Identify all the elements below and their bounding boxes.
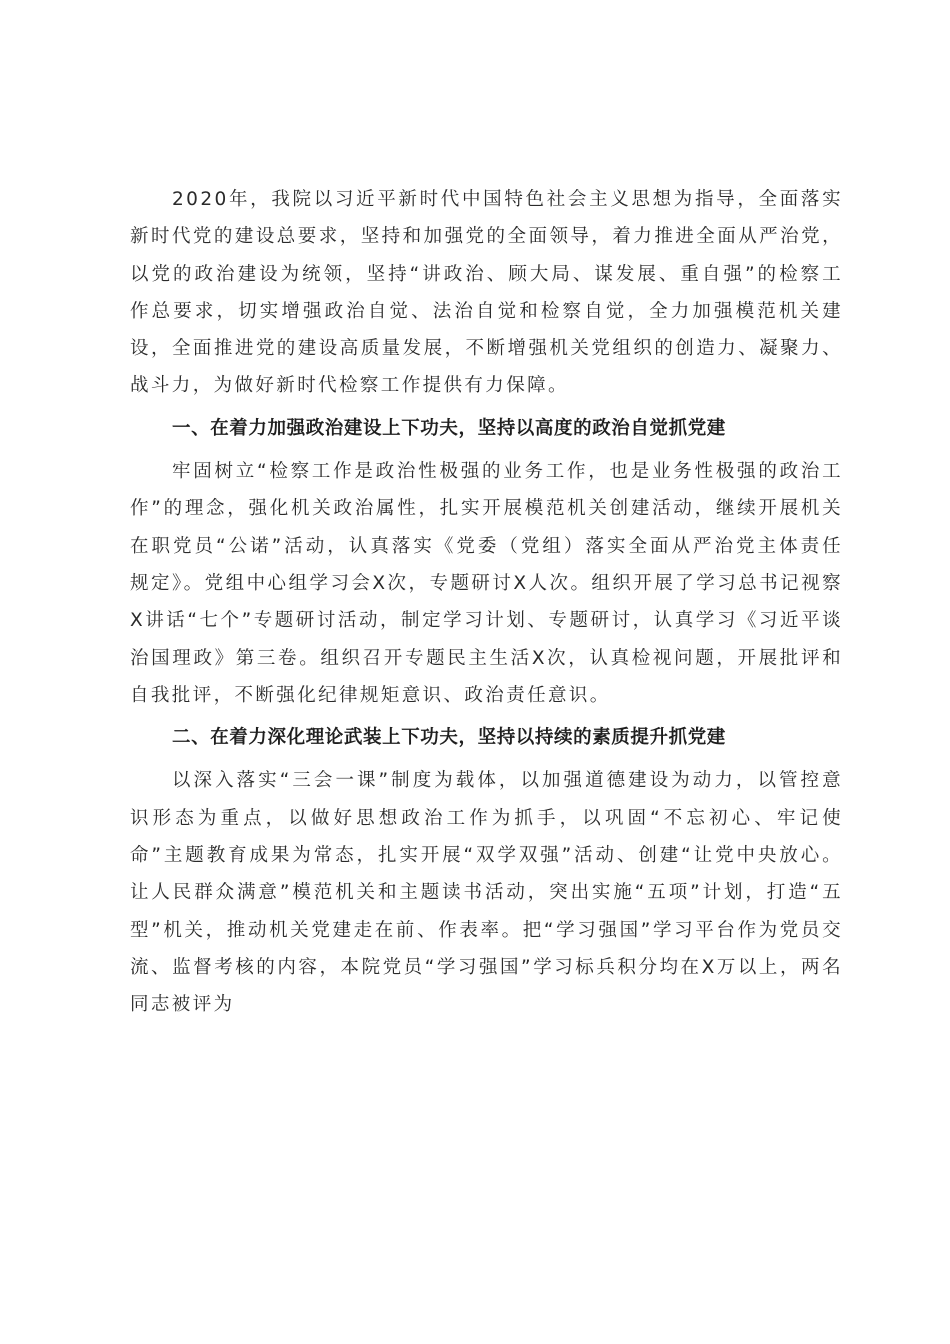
section-2-paragraph: 以深入落实“三会一课”制度为载体，以加强道德建设为动力，以管控意识形态为重点，以做好思想政治工作为抓手，以巩固“不忘初心、牢记使命”主题教育成果为常态，扎实开展“双学双强”活动、创建“让党中央放心。让人民群众满意”模范机关和主题读书活动，突出实施“五项”计划，打造“五型”机关，推动机关党建走在前、作表率。把“学习强国”学习平台作为党员交流、监督考核的内容，本院党员“学习强国”学习标兵积分均在X万以上，两名同志被评为 bbox=[130, 770, 843, 1016]
section-heading-2: 二、在着力深化理论武装上下功夫，坚持以持续的素质提升抓党建 bbox=[172, 727, 726, 749]
intro-paragraph: 2020年，我院以习近平新时代中国特色社会主义思想为指导，全面落实新时代党的建设总要求，坚持和加强党的全面领导，着力推进全面从严治党，以党的政治建设为统领，坚持“讲政治、顾大局、谋发展、重自强”的检察工作总要求，切实增强政治自觉、法治自觉和检察自觉，全力加强模范机关建设，全面推进党的建设高质量发展，不断增强机关党组织的创造力、凝聚力、战斗力，为做好新时代检察工作提供有力保障。 bbox=[130, 189, 843, 397]
document-body bbox=[130, 181, 843, 1029]
section-heading-1: 一、在着力加强政治建设上下功夫，坚持以高度的政治自觉抓党建 bbox=[172, 417, 726, 439]
section-1-paragraph: 牢固树立“检察工作是政治性极强的业务工作，也是业务性极强的政治工作”的理念，强化机关政治属性，扎实开展模范机关创建活动，继续开展机关在职党员“公诺”活动，认真落实《党委（党组）落实全面从严治党主体责任规定》。党组中心组学习会X次，专题研讨X人次。组织开展了学习总书记视察X讲话“七个”专题研讨活动，制定学习计划、专题研讨，认真学习《习近平谈治国理政》第三卷。组织召开专题民主生活X次，认真检视问题，开展批评和自我批评，不断强化纪律规矩意识、政治责任意识。 bbox=[130, 461, 843, 706]
